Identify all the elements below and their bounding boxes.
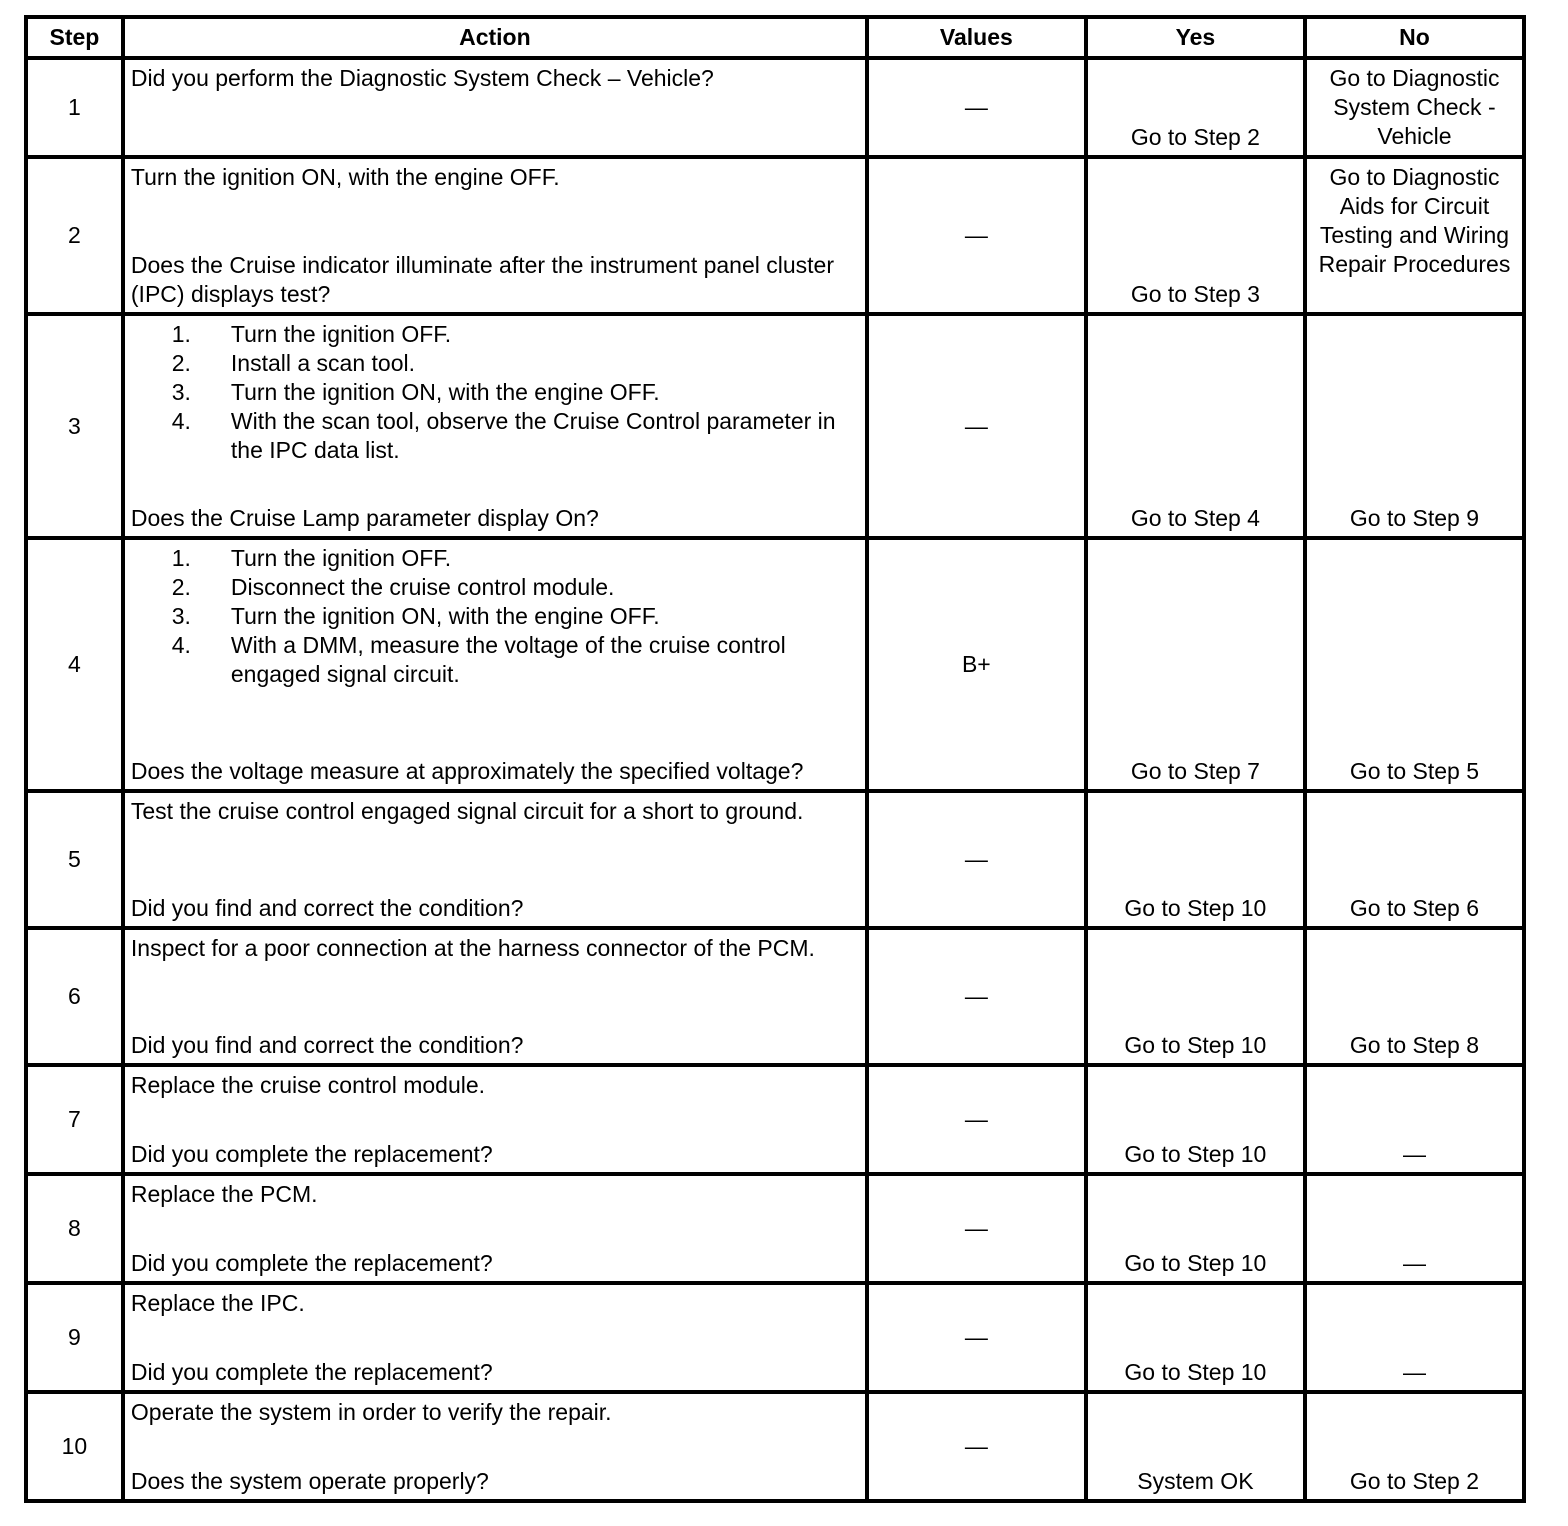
- action-cell: [123, 928, 867, 1065]
- action-instruction: Test the cruise control engaged signal circuit for a short to ground.: [130, 798, 804, 824]
- no-cell: Go to Step 6: [1305, 791, 1524, 928]
- procedure-item-text: Turn the ignition ON, with the engine OFF.: [230, 379, 660, 405]
- step-number: 4: [26, 538, 123, 791]
- values-cell: —: [867, 58, 1086, 157]
- procedure-item-text: With a DMM, measure the voltage of the cruise control engaged signal circuit.: [230, 632, 786, 687]
- action-instruction: Turn the ignition ON, with the engine OFF.: [130, 164, 560, 190]
- procedure-item-number: 3.: [171, 379, 191, 405]
- table-row: [26, 58, 1524, 157]
- header-step: Step: [26, 17, 123, 58]
- step-number: 1: [26, 58, 123, 157]
- table-row: [26, 1283, 1524, 1392]
- table-row: [26, 1392, 1524, 1501]
- yes-cell: Go to Step 10: [1086, 791, 1305, 928]
- table-row: [26, 314, 1524, 538]
- no-cell: Go to Step 9: [1305, 314, 1524, 538]
- procedure-list: [131, 320, 859, 465]
- action-question: Did you find and correct the condition?: [130, 895, 524, 921]
- procedure-item-number: 4.: [171, 632, 191, 658]
- action-question: Did you complete the replacement?: [130, 1141, 493, 1167]
- action-cell: [123, 1392, 867, 1501]
- action-instruction: Replace the cruise control module.: [130, 1072, 486, 1098]
- action-cell: [123, 58, 867, 157]
- action-cell: [123, 538, 867, 791]
- step-number: 10: [26, 1392, 123, 1501]
- procedure-item-number: 1.: [171, 545, 191, 571]
- action-question: Did you find and correct the condition?: [130, 1032, 524, 1058]
- table-row: [26, 928, 1524, 1065]
- action-question: Did you complete the replacement?: [130, 1250, 493, 1276]
- no-cell: —: [1305, 1065, 1524, 1174]
- procedure-item-text: Disconnect the cruise control module.: [230, 574, 615, 600]
- header-values: Values: [867, 17, 1086, 58]
- header-yes: Yes: [1086, 17, 1305, 58]
- table-row: [26, 1065, 1524, 1174]
- no-cell: —: [1305, 1283, 1524, 1392]
- header-no: No: [1305, 17, 1524, 58]
- procedure-item-text: Turn the ignition ON, with the engine OFF.: [230, 603, 660, 629]
- action-question: Does the Cruise Lamp parameter display On?: [130, 505, 599, 531]
- procedure-item-text: Turn the ignition OFF.: [230, 321, 452, 347]
- yes-cell: Go to Step 10: [1086, 1174, 1305, 1283]
- values-cell: —: [867, 314, 1086, 538]
- table-row: [26, 791, 1524, 928]
- action-cell: [123, 1174, 867, 1283]
- header-row: [26, 17, 1524, 58]
- procedure-item: [131, 544, 859, 573]
- step-number: 5: [26, 791, 123, 928]
- step-number: 8: [26, 1174, 123, 1283]
- yes-cell: Go to Step 3: [1086, 157, 1305, 314]
- values-cell: —: [867, 1283, 1086, 1392]
- action-cell: [123, 314, 867, 538]
- no-cell: Go to Diagnostic Aids for Circuit Testing and Wiring Repair Procedures: [1305, 157, 1524, 314]
- values-cell: —: [867, 157, 1086, 314]
- procedure-item-number: 3.: [171, 603, 191, 629]
- no-cell: —: [1305, 1174, 1524, 1283]
- yes-cell: Go to Step 4: [1086, 314, 1305, 538]
- yes-cell: System OK: [1086, 1392, 1305, 1501]
- yes-cell: Go to Step 10: [1086, 928, 1305, 1065]
- action-question: Does the Cruise indicator illuminate after the instrument panel cluster (IPC) displays test?: [130, 252, 835, 307]
- action-question: Did you complete the replacement?: [130, 1359, 493, 1385]
- procedure-item: [131, 349, 859, 378]
- step-number: 9: [26, 1283, 123, 1392]
- procedure-item-number: 2.: [171, 574, 191, 600]
- yes-cell: Go to Step 7: [1086, 538, 1305, 791]
- action-instruction: Operate the system in order to verify the repair.: [130, 1399, 612, 1425]
- no-cell: Go to Step 2: [1305, 1392, 1524, 1501]
- procedure-item-number: 1.: [171, 321, 191, 347]
- values-cell: —: [867, 1392, 1086, 1501]
- procedure-item: [131, 320, 859, 349]
- table-row: [26, 157, 1524, 314]
- procedure-item-text: Turn the ignition OFF.: [230, 545, 452, 571]
- procedure-item: [131, 573, 859, 602]
- action-cell: [123, 157, 867, 314]
- procedure-item-text: With the scan tool, observe the Cruise Control parameter in the IPC data list.: [230, 408, 836, 463]
- procedure-item-number: 2.: [171, 350, 191, 376]
- action-cell: [123, 1065, 867, 1174]
- no-cell: Go to Step 8: [1305, 928, 1524, 1065]
- procedure-item: [131, 631, 859, 689]
- procedure-item: [131, 602, 859, 631]
- action-cell: [123, 1283, 867, 1392]
- action-question: Does the voltage measure at approximately the specified voltage?: [130, 758, 804, 784]
- step-number: 2: [26, 157, 123, 314]
- yes-cell: Go to Step 2: [1086, 58, 1305, 157]
- action-instruction: Did you perform the Diagnostic System Check – Vehicle?: [130, 65, 714, 91]
- values-cell: —: [867, 928, 1086, 1065]
- values-cell: —: [867, 1065, 1086, 1174]
- no-cell: Go to Diagnostic System Check - Vehicle: [1305, 58, 1524, 157]
- action-question: Does the system operate properly?: [130, 1468, 489, 1494]
- yes-cell: Go to Step 10: [1086, 1065, 1305, 1174]
- yes-cell: Go to Step 10: [1086, 1283, 1305, 1392]
- action-instruction: Replace the IPC.: [130, 1290, 305, 1316]
- procedure-item-text: Install a scan tool.: [230, 350, 415, 376]
- values-cell: B+: [867, 538, 1086, 791]
- action-cell: [123, 791, 867, 928]
- values-cell: —: [867, 791, 1086, 928]
- table-row: [26, 1174, 1524, 1283]
- procedure-list: [131, 544, 859, 689]
- procedure-item: [131, 407, 859, 465]
- no-cell: Go to Step 5: [1305, 538, 1524, 791]
- step-number: 3: [26, 314, 123, 538]
- diagnostic-table: [24, 15, 1526, 1503]
- action-instruction: Inspect for a poor connection at the harness connector of the PCM.: [130, 935, 815, 961]
- header-action: Action: [123, 17, 867, 58]
- step-number: 7: [26, 1065, 123, 1174]
- values-cell: —: [867, 1174, 1086, 1283]
- action-instruction: Replace the PCM.: [130, 1181, 318, 1207]
- procedure-item-number: 4.: [171, 408, 191, 434]
- step-number: 6: [26, 928, 123, 1065]
- table-row: [26, 538, 1524, 791]
- procedure-item: [131, 378, 859, 407]
